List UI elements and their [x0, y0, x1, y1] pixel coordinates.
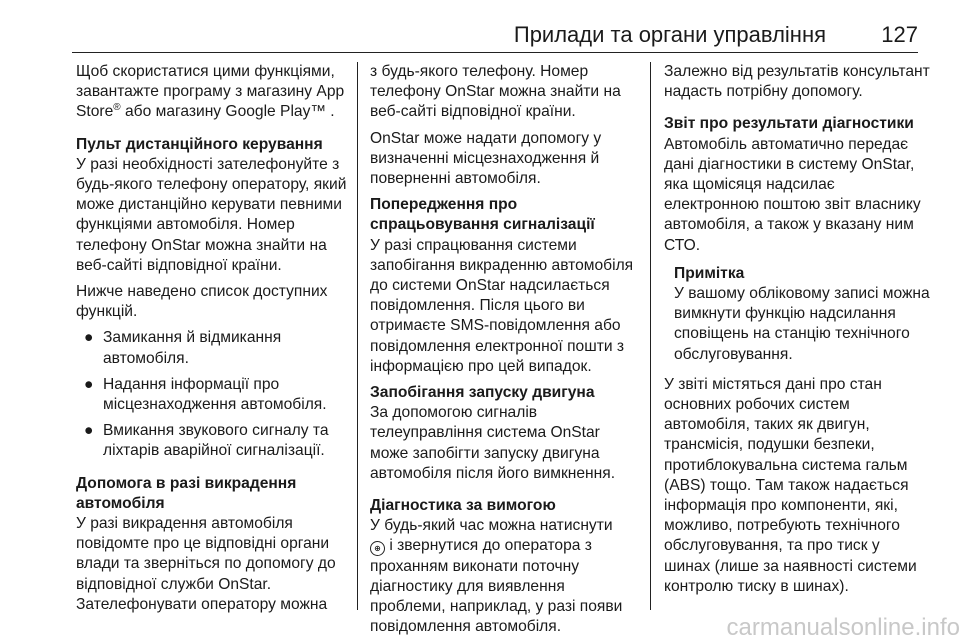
onstar-service-icon: ⊕ — [370, 541, 385, 556]
theft-assistance-text: У разі викрадення автомобіля повідомте про це відповідні органи влади та зверніться по допомогу до відповідної служби OnStar. Зателефонувати оператору можна — [76, 515, 336, 613]
intro-paragraph: Щоб скористатися цими функціями, завантажте програму з магазину App Store® або магазину Google Play™ . — [76, 63, 345, 121]
note-title: Примітка — [674, 264, 745, 282]
diagnostics-on-demand-heading: Діагностика за вимогою — [370, 497, 556, 515]
column-1 — [76, 62, 352, 615]
diagnostic-report-text: Автомобіль автоматично передає дані діагностики в систему OnStar, яка щомісяця надсилає електронною поштою звіт власнику автомобіля, а також у вказану ним СТО. — [664, 135, 921, 254]
column-3 — [664, 62, 930, 597]
page-header — [72, 0, 918, 56]
function-list — [76, 328, 352, 461]
continued-text: з будь-якого телефону. Номер телефону OnStar можна знайти на веб-сайті відповідної країни. — [370, 63, 621, 121]
engine-immobilizer-text: За допомогою сигналів телеуправління система OnStar може запобігти запуску двигуна автомобіля після його вимкнення. — [370, 404, 616, 482]
page-number: 127 — [881, 22, 918, 47]
header-divider — [72, 52, 918, 53]
bullet-icon: ● — [84, 329, 94, 347]
theft-assistance-heading: Допомога в разі викрадення автомобіля — [76, 474, 297, 512]
function-list-intro: Нижче наведено список доступних функцій. — [76, 283, 328, 321]
bullet-icon: ● — [84, 422, 94, 440]
list-item: ● Замикання й відмикання автомобіля. — [84, 329, 282, 367]
column-divider-2 — [650, 62, 651, 610]
watermark: carmanualsonline.info — [726, 614, 960, 641]
alarm-notification-text: У разі спрацювання системи запобігання викраденню автомобіля до системи OnStar надсилається повідомлення. Після цього ви отримаєте SMS-повідомлення або повідомлення електронної пошти з інформацією про цей випадок. — [370, 236, 634, 375]
note-text: У вашому обліковому записі можна вимкнути функцію надсилання сповіщень на станцію технічного обслуговування. — [674, 285, 930, 363]
column-divider-1 — [357, 62, 358, 610]
continued-text: Залежно від результатів консультант надасть потрібну допомогу. — [664, 63, 930, 101]
remote-control-text: У разі необхідності зателефонуйте з будь-якого телефону оператору, який може дистанційно керувати певними функціями автомобіля. Номер телефону OnStar можна знайти на веб-сайті відповідної країни. — [76, 155, 347, 274]
note-box — [674, 264, 930, 365]
registered-mark: ® — [113, 102, 121, 114]
list-item: ● Надання інформації про місцезнаходження автомобіля. — [84, 375, 327, 414]
engine-immobilizer-heading: Запобігання запуску двигуна — [370, 384, 595, 402]
report-detail-text: У звіті містяться дані про стан основних робочих систем автомобіля, таких як двигун, трансмісія, подушки безпеки, протиблокувальна система гальм (ABS) тощо. Там також надається інформація про компоненти, які, можливо, потребують технічного обслуговування, та про тиск у шинах (лише за наявності системи контролю тиску в шинах). — [664, 375, 917, 595]
remote-control-heading: Пульт дистанційного керування — [76, 135, 323, 153]
diagnostics-on-demand-text: У будь-який час можна натиснути ⊕ і звернутися до оператора з проханням виконати поточну діагностику для виявлення проблеми, наприклад, у разі появи повідомлення автомобіля. — [370, 517, 623, 636]
bullet-icon: ● — [84, 375, 94, 393]
onstar-help-text: OnStar може надати допомогу у визначенні місцезнаходження й поверненні автомобіля. — [370, 129, 602, 188]
page-title: Прилади та органи управління — [513, 22, 826, 47]
list-item: ● Вмикання звукового сигналу та ліхтарів аварійної сигналізації. — [84, 422, 329, 460]
column-2 — [370, 62, 638, 637]
diagnostic-report-heading: Звіт про результати діагностики — [664, 115, 914, 133]
alarm-notification-heading: Попередження про спрацьовування сигналізації — [370, 196, 595, 234]
